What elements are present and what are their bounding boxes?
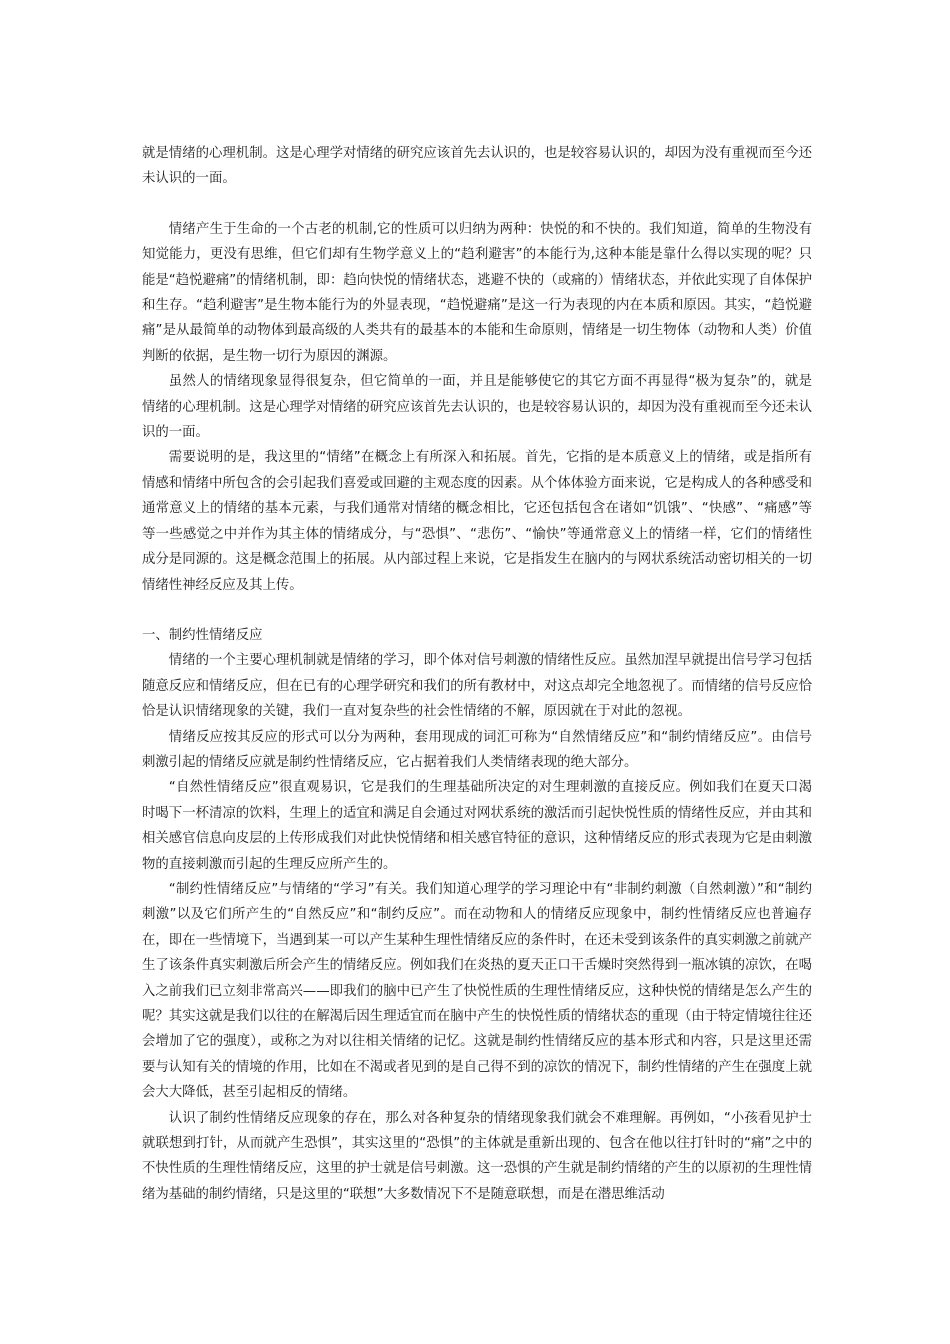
- paragraph-emotion-complexity: 虽然人的情绪现象显得很复杂，但它简单的一面，并且是能够使它的其它方面不再显得“极为复杂”的，就是情绪的心理机制。这是心理学对情绪的研究应该首先去认识的，也是较容易认识的，却因为没有重视而至今还未认识的一面。: [142, 374, 812, 441]
- paragraph-natural-reaction: “自然性情绪反应”很直观易识，它是我们的生理基础所决定的对生理刺激的直接反应。例如我们在夏天口渴时喝下一杯清凉的饮料，生理上的适宜和满足自会通过对网状系统的激活而引起快悦性质的情绪性反应，并由其和相关感官信息向皮层的上传形成我们对此快悦情绪和相关感官特征的意识，这种情绪反应的形式表现为它是由刺激物的直接刺激而引起的生理反应所产生的。: [142, 780, 812, 872]
- paragraph-concept-extension: 需要说明的是，我这里的“情绪”在概念上有所深入和拓展。首先，它指的是本质意义上的情绪，或是指所有情感和情绪中所包含的会引起我们喜爱或回避的主观态度的因素。从个体体验方面来说，它是构成人的各种感受和通常意义上的情绪的基本元素，与我们通常对情绪的概念相比，它还包括包含在诸如“饥饿”、“快感”、“痛感”等等一些感觉之中并作为其主体的情绪成分，与“恐惧”、“悲伤”、“愉快”等通常意义上的情绪一样，它们的情绪性成分是同源的。这是概念范围上的拓展。从内部过程上来说，它是指发生在脑内的与网状系统活动密切相关的一切情绪性神经反应及其上传。: [142, 450, 812, 593]
- paragraph-emotion-learning: 情绪的一个主要心理机制就是情绪的学习，即个体对信号刺激的情绪性反应。虽然加涅早就提出信号学习包括随意反应和情绪反应，但在已有的心理学研究和我们的所有教材中，对这点却完全地忽视了。而情绪的信号反应恰恰是认识情绪现象的关键，我们一直对复杂些的社会性情绪的不解，原因就在于对此的忽视。: [142, 653, 812, 720]
- paragraph-reaction-types: 情绪反应按其反应的形式可以分为两种，套用现成的词汇可称为“自然情绪反应”和“制约情绪反应”。由信号刺激引起的情绪反应就是制约性情绪反应，它占据着我们人类情绪表现的绝大部分。: [142, 729, 812, 770]
- paragraph-example-nurse: 认识了制约性情绪反应现象的存在，那么对各种复杂的情绪现象我们就会不难理解。再例如，“小孩看见护士就联想到打针，从而就产生恐惧”，其实这里的“恐惧”的主体就是重新出现的、包含在他以往打针时的“痛”之中的不快性质的生理性情绪反应，这里的护士就是信号刺激。这一恐惧的产生就是制约情绪的产生的以原初的生理性情绪为基础的制约情绪，只是这里的“联想”大多数情况下不是随意联想，而是在潜思维活动: [142, 1110, 812, 1202]
- section-gap: [142, 598, 812, 623]
- paragraph-emotion-origin: 情绪产生于生命的一个古老的机制,它的性质可以归纳为两种：快悦的和不快的。我们知道，简单的生物没有知觉能力，更没有思维，但它们却有生物学意义上的“趋利避害”的本能行为,这种本能是靠什么得以实现的呢？只能是“趋悦避痛”的情绪机制，即：趋向快悦的情绪状态，逃避不快的（或痛的）情绪状态，并依此实现了自体保护和生存。“趋利避害”是生物本能行为的外显表现，“趋悦避痛”是这一行为表现的内在本质和原因。其实，“趋悦避痛”是从最简单的动物体到最高级的人类共有的最基本的本能和生命原则，情绪是一切生物体（动物和人类）价值判断的依据，是生物一切行为原因的渊源。: [142, 221, 813, 364]
- document-body: [142, 141, 812, 1207]
- paragraph-conditioned-reaction: “制约性情绪反应”与情绪的“学习”有关。我们知道心理学的学习理论中有“非制约刺激（自然刺激）”和“制约刺激”以及它们所产生的“自然反应”和“制约反应”。而在动物和人的情绪反应现象中，制约性情绪反应也普遍存在，即在一些情境下，当遇到某一可以产生某种生理性情绪反应的条件时，在还未受到该条件的真实刺激之前就产生了该条件真实刺激后所会产生的情绪反应。例如我们在炎热的夏天正口干舌燥时突然得到一瓶冰镇的凉饮，在喝入之前我们已立刻非常高兴——即我们的脑中已产生了快悦性质的生理性情绪反应，这种快悦的情绪是怎么产生的呢？其实这就是我们以往的在解渴后因生理适宜而在脑中产生的快悦性质的情绪状态的重现（由于特定情境往往还会增加了它的强度），或称之为对以往相关情绪的记忆。这就是制约性情绪反应的基本形式和内容，只是这里还需要与认知有关的情境的作用，比如在不渴或者见到的是自己得不到的凉饮的情况下，制约性情绪的产生在强度上就会大大降低，甚至引起相反的情绪。: [142, 881, 812, 1101]
- paragraph-gap: [142, 192, 812, 217]
- section-heading: 一、制约性情绪反应: [142, 627, 263, 643]
- paragraph-continuation: 就是情绪的心理机制。这是心理学对情绪的研究应该首先去认识的，也是较容易认识的，却因为没有重视而至今还未认识的一面。: [142, 146, 812, 187]
